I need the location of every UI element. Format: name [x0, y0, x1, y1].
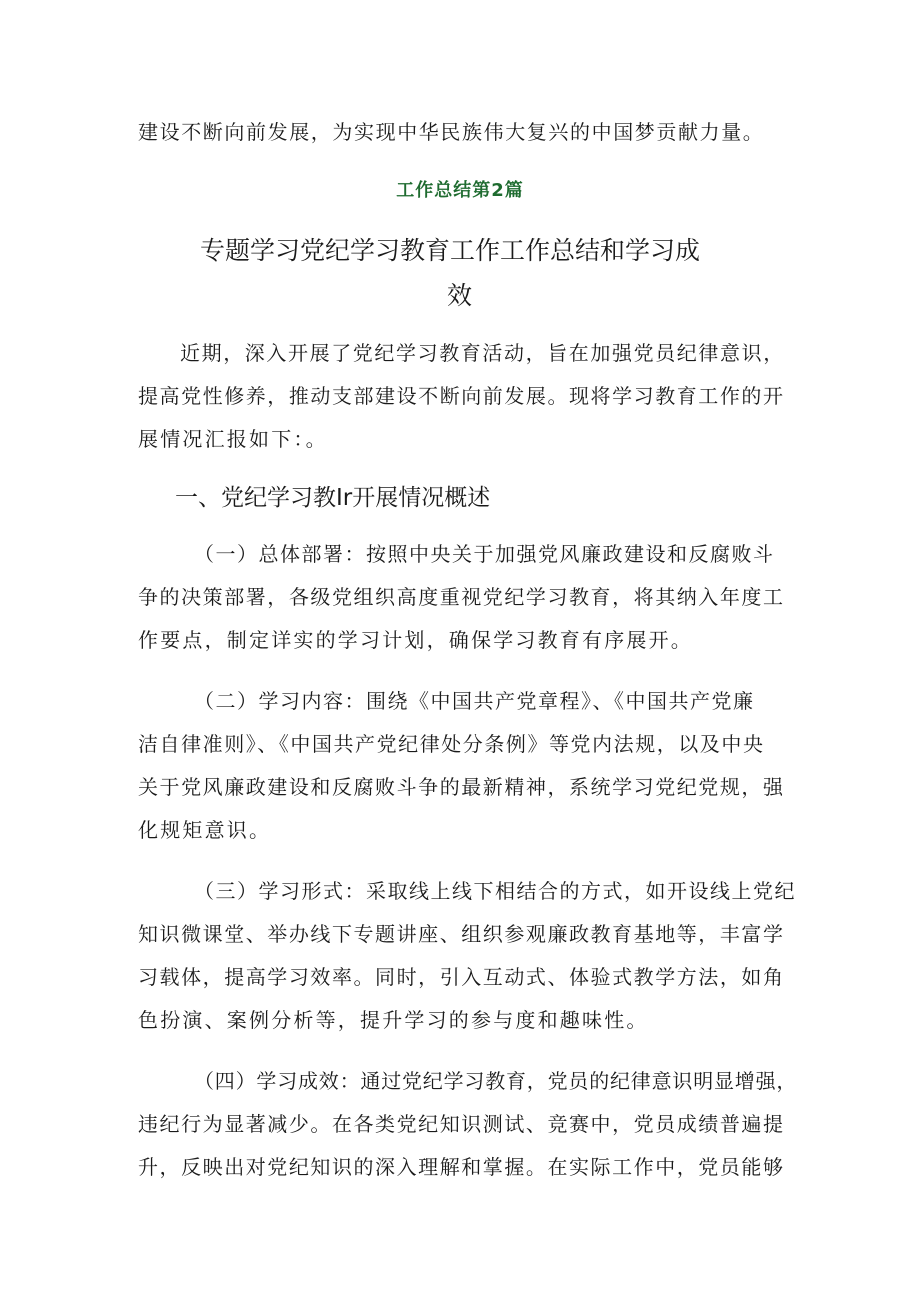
document-title-line2: 效: [447, 281, 473, 310]
paragraph-2-line-4: 化规矩意识。: [138, 818, 272, 842]
paragraph-3-line-2: 知识微课堂、举办线下专题讲座、组织参观廉政教育基地等，丰富学: [138, 922, 785, 946]
paragraph-1-line-3: 作要点，制定详实的学习计划，确保学习教育有序展开。: [138, 628, 693, 652]
paragraph-4-line-1: （四）学习成效：通过党纪学习教育，党员的纪律意识明显增强，: [194, 1069, 798, 1093]
intro-line-3: 展情况汇报如下：。: [138, 427, 328, 451]
document-title-line1: 专题学习党纪学习教育工作工作总结和学习成: [200, 236, 701, 265]
paragraph-2-line-2: 洁自律准则》、《中国共产党纪律处分条例》等党内法规，以及中央: [138, 732, 765, 756]
paragraph-3-line-4: 色扮演、案例分析等，提升学习的参与度和趣味性。: [138, 1008, 649, 1032]
paragraph-3-line-3: 习载体，提高学习效率。同时，引入互动式、体验式教学方法，如角: [138, 965, 785, 989]
paragraph-3-line-1: （三）学习形式：采取线上线下相结合的方式，如开设线上党纪: [194, 879, 796, 903]
paragraph-2-line-3: 关于党风廉政建设和反腐败斗争的最新精神，系统学习党纪党规，强: [138, 775, 785, 799]
paragraph-4-line-3: 升，反映出对党纪知识的深入理解和掌握。在实际工作中，党员能够: [138, 1155, 785, 1179]
section-heading-1: 一、党纪学习教Ir开展情况概述: [175, 485, 491, 511]
section-label: 工作总结第2篇: [396, 180, 524, 201]
intro-line-2: 提高党性修养，推动支部建设不断向前发展。现将学习教育工作的开: [138, 384, 785, 408]
paragraph-4-line-2: 违纪行为显著减少。在各类党纪知识测试、竞赛中，党员成绩普遍提: [138, 1112, 785, 1136]
paragraph-2-line-1: （二）学习内容：围绕《中国共产党章程》、《中国共产党廉: [194, 689, 755, 713]
paragraph-1-line-1: （一）总体部署：按照中央关于加强党风廉政建设和反腐败斗: [194, 542, 775, 566]
paragraph-1-line-2: 争的决策部署，各级党组织高度重视党纪学习教育，将其纳入年度工: [138, 585, 785, 609]
intro-line-1: 近期，深入开展了党纪学习教育活动，旨在加强党员纪律意识，: [180, 341, 785, 365]
continuation-line: 建设不断向前发展，为实现中华民族伟大复兴的中国梦贡献力量。: [138, 120, 765, 144]
